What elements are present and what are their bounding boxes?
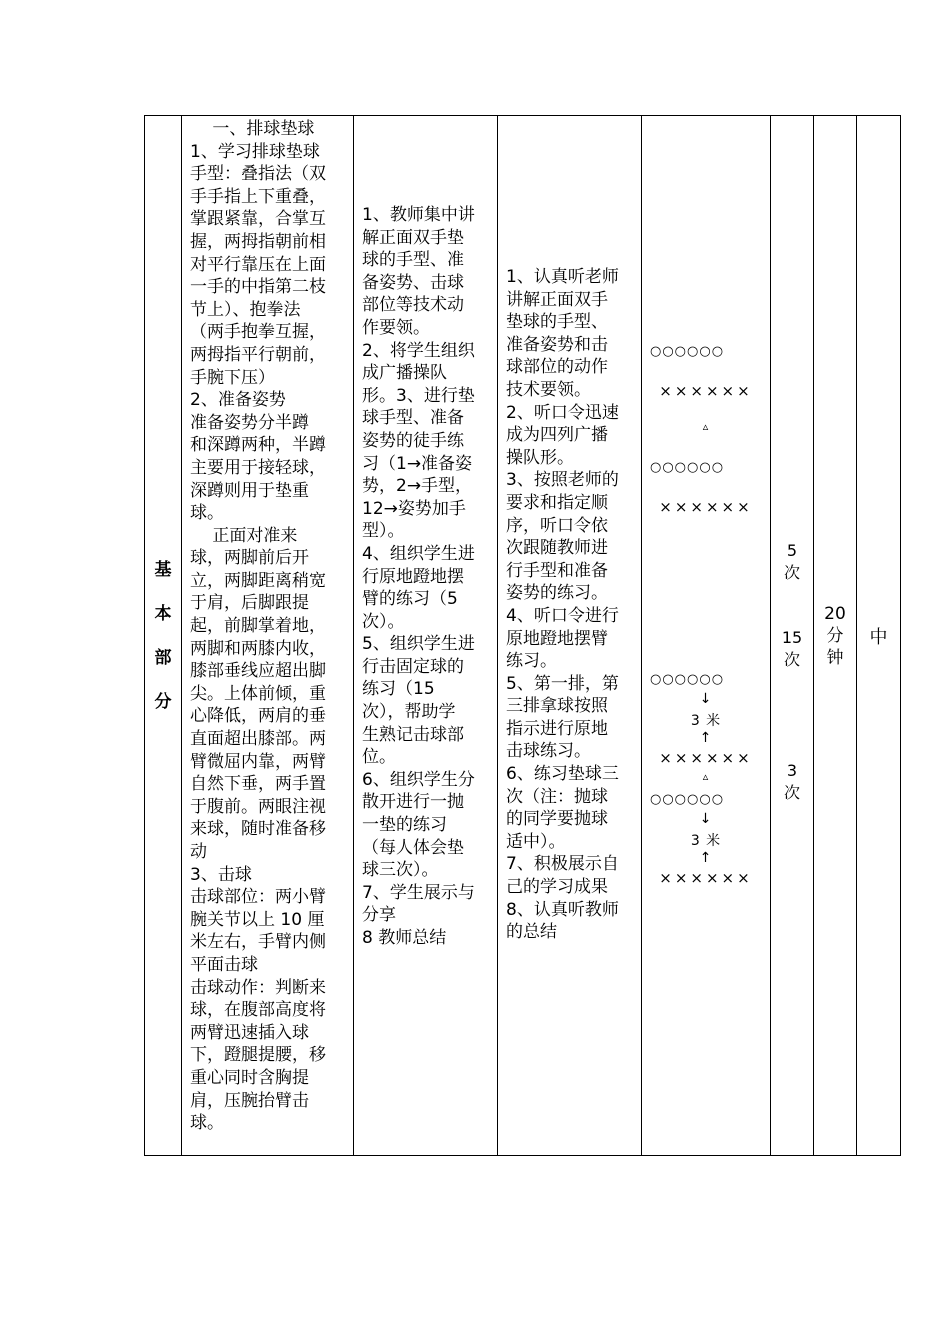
duration-number: 20	[824, 603, 846, 624]
content-line: 米左右，手臂内侧	[190, 932, 326, 953]
section-char: 本	[154, 603, 172, 624]
intensity-value: 中	[869, 626, 888, 648]
repetition-count: 3	[786, 761, 798, 780]
teacher-activity-line: （每人体会垫	[362, 837, 464, 858]
teacher-activity-line: 臂的练习（5	[362, 589, 458, 610]
student-activity-line: 姿势的练习。	[506, 583, 608, 604]
teacher-activity-line: 球手型、准备	[362, 408, 464, 429]
student-activity-line: 的总结	[506, 922, 557, 943]
student-activity-line: 三排拿球按照	[506, 696, 608, 717]
student-activity-line: 次（注：抛球	[506, 786, 608, 807]
teacher-activity-line: 4、组织学生进	[362, 543, 475, 564]
student-activity-line: 3、按照老师的	[506, 470, 619, 491]
content-line: 正面对准来	[190, 525, 298, 546]
circle-row: ○○○○○○	[650, 672, 725, 687]
arrow-down-icon: ↓	[699, 691, 713, 707]
content-line: 肩，压腕抬臂击	[190, 1090, 309, 1111]
repetition-count: 5	[786, 541, 798, 560]
student-activity-line: 球部位的动作	[506, 357, 608, 378]
content-line: 两脚和两膝内收，	[190, 638, 326, 659]
content-line: 于肩，后脚跟提	[190, 593, 309, 614]
student-activity-line: 击球练习。	[506, 741, 591, 762]
teacher-activity-line: 12→姿势加手	[362, 498, 466, 519]
content-line: 于腹前。两眼注视	[190, 796, 326, 817]
teacher-activity-line: 练习（15	[362, 679, 435, 700]
content-line: 来球，随时准备移	[190, 819, 326, 840]
content-line: 尖。上体前倾，重	[190, 683, 326, 704]
teacher-activity-line: 5、组织学生进	[362, 634, 475, 655]
content-line: 2、准备姿势	[190, 390, 286, 411]
teacher-activity-line: 部位等技术动	[362, 295, 464, 316]
student-activity-line: 7、积极展示自	[506, 854, 619, 875]
student-activity-line: 8、认真听教师	[506, 899, 619, 920]
student-activity-line: 的同学要抛球	[506, 809, 608, 830]
teacher-activity-cell	[354, 116, 498, 1156]
student-activity-line: 适中）。	[506, 831, 566, 852]
content-line: 两臂迅速插入球	[190, 1022, 309, 1043]
distance-label: 3 米	[690, 833, 722, 849]
teacher-activity-line: 行原地蹬地摆	[362, 566, 464, 587]
student-activity-line: 指示进行原地	[506, 718, 608, 739]
content-line: 对平行靠压在上面	[190, 254, 326, 275]
content-line: 腕关节以上 10 厘	[190, 909, 325, 930]
teacher-activity-line: 解正面双手垫	[362, 227, 464, 248]
teacher-activity-line: 成广播操队	[362, 363, 447, 384]
teacher-activity-line: 1、教师集中讲	[362, 205, 475, 225]
content-line: 起，前脚掌着地，	[190, 616, 326, 637]
content-line: 膝部垂线应超出脚	[190, 661, 326, 682]
teacher-activity-line: 形。3、进行垫	[362, 385, 475, 406]
repetition-unit: 次	[783, 563, 800, 582]
teacher-activity-line: 散开进行一抛	[362, 792, 464, 813]
teacher-activity-line: 姿势的徒手练	[362, 430, 464, 451]
teacher-activity-line: 生熟记击球部	[362, 724, 464, 745]
content-line: 下，蹬腿提腰，移	[190, 1045, 326, 1066]
teacher-activity-line: 球的手型、准	[362, 250, 464, 271]
organization-cell	[642, 116, 771, 1156]
student-activity-line: 要求和指定顺	[506, 492, 608, 513]
content-line: 自然下垂，两手置	[190, 774, 326, 795]
arrow-up-icon: ↑	[699, 730, 713, 746]
content-line: 手型：叠指法（双	[190, 164, 326, 185]
content-line: 掌跟紧靠，合掌互	[190, 209, 326, 230]
content-line: 球。	[190, 503, 224, 524]
teacher-activity-line: 习（1→准备姿	[362, 453, 473, 474]
teacher-activity-line: 备姿势、击球	[362, 272, 464, 293]
content-line: 握，两拇指朝前相	[190, 231, 326, 252]
content-line: 3、击球	[190, 864, 252, 885]
duration-cell	[814, 116, 857, 1156]
section-label-cell	[145, 116, 182, 1156]
content-line: 手手指上下重叠，	[190, 186, 326, 207]
repetition-count: 15	[781, 628, 803, 647]
content-line: 主要用于接轻球，	[190, 457, 326, 478]
teacher-activity-line: 次），帮助学	[362, 702, 456, 723]
lesson-plan-table	[144, 115, 901, 1156]
content-line: 球，在腹部高度将	[190, 1000, 326, 1021]
teacher-activity-line: 一垫的练习	[362, 815, 447, 836]
content-line: 动	[190, 842, 207, 862]
repetition-unit: 次	[783, 650, 800, 669]
student-activity-line: 讲解正面双手	[506, 289, 608, 310]
content-line: 手腕下压）	[190, 367, 275, 388]
section-char: 基	[154, 559, 172, 580]
teacher-activity-line: 8 教师总结	[362, 928, 447, 948]
content-line: 臂微屈内靠，两臂	[190, 751, 326, 772]
student-activity-line: 技术要领。	[506, 379, 591, 400]
teacher-activity-line: 作要领。	[362, 317, 430, 338]
section-char: 部	[154, 647, 172, 668]
teacher-activity-line: 分享	[362, 905, 396, 926]
teaching-content-cell	[182, 116, 354, 1156]
teacher-activity-line: 7、学生展示与	[362, 882, 475, 903]
student-activity-line: 垫球的手型、	[506, 312, 608, 333]
content-line: 1、学习排球垫球	[190, 141, 320, 162]
basic-part-row	[145, 116, 901, 1156]
repetition-unit: 次	[783, 783, 800, 802]
student-activity-line: 6、练习垫球三	[506, 764, 619, 785]
teacher-activity-line: 位。	[362, 747, 396, 768]
teacher-activity-line: 2、将学生组织	[362, 340, 475, 361]
student-activity-line: 成为四列广播	[506, 425, 608, 446]
content-line: 节上）、抱拳法	[190, 299, 301, 320]
student-activity-line: 1、认真听老师	[506, 267, 619, 287]
teacher-activity-line: 6、组织学生分	[362, 769, 475, 790]
content-line: 心降低，两肩的垂	[190, 706, 326, 727]
content-line: 球。	[190, 1113, 224, 1134]
content-line: 直面超出膝部。两	[190, 729, 326, 750]
teacher-activity-line: 次）。	[362, 611, 405, 632]
teacher-activity-line: 势，2→手型，	[362, 476, 473, 497]
student-activity-line: 5、第一排，第	[506, 673, 619, 694]
student-activity-line: 操队形。	[506, 447, 574, 468]
arrow-up-icon: ↑	[699, 850, 713, 866]
circle-row: ○○○○○○	[650, 460, 725, 475]
content-line: 准备姿势分半蹲	[190, 412, 309, 433]
content-line: 击球动作：判断来	[190, 977, 326, 998]
circle-row: ○○○○○○	[650, 344, 725, 359]
content-line: 一手的中指第二枝	[190, 277, 326, 298]
student-activity-line: 2、听口令迅速	[506, 402, 619, 423]
student-activity-line: 己的学习成果	[506, 877, 608, 898]
teacher-activity-line: 型）。	[362, 521, 405, 542]
student-activity-cell	[498, 116, 642, 1156]
student-activity-line: 准备姿势和击	[506, 334, 608, 355]
intensity-cell	[857, 116, 901, 1156]
content-line: 重心同时含胸提	[190, 1067, 309, 1088]
teacher-activity-line: 球三次）。	[362, 860, 439, 881]
content-line: （两手抱拳互握，	[190, 322, 326, 343]
content-line: 一、排球垫球	[190, 119, 315, 139]
content-line: 立，两脚距离稍宽	[190, 570, 326, 591]
student-activity-line: 序，听口令依	[506, 515, 608, 536]
content-line: 球，两脚前后开	[190, 548, 309, 569]
student-activity-line: 行手型和准备	[506, 560, 608, 581]
student-activity-line: 原地蹬地摆臂	[506, 628, 608, 649]
student-activity-line: 练习。	[506, 651, 557, 672]
teacher-activity-line: 行击固定球的	[362, 656, 464, 677]
student-activity-line: 4、听口令进行	[506, 605, 619, 626]
duration-unit: 分	[826, 625, 844, 646]
content-line: 击球部位：两小臂	[190, 887, 326, 908]
duration-unit: 钟	[826, 647, 844, 668]
teacher-marker-icon: ▵	[702, 420, 710, 433]
distance-label: 3 米	[690, 713, 722, 729]
cross-row: ××××××	[659, 382, 753, 400]
teacher-marker-icon: ▵	[702, 770, 710, 783]
student-activity-line: 次跟随教师进	[506, 538, 608, 559]
cross-row: ××××××	[659, 498, 753, 516]
content-line: 两拇指平行朝前，	[190, 344, 326, 365]
cross-row: ××××××	[659, 749, 753, 767]
circle-row: ○○○○○○	[650, 792, 725, 807]
content-line: 平面击球	[190, 954, 258, 975]
cross-row: ××××××	[659, 869, 753, 887]
repetitions-cell	[771, 116, 814, 1156]
content-line: 深蹲则用于垫重	[190, 480, 309, 501]
content-line: 和深蹲两种，半蹲	[190, 435, 326, 456]
section-char: 分	[154, 691, 172, 712]
arrow-down-icon: ↓	[699, 811, 713, 827]
